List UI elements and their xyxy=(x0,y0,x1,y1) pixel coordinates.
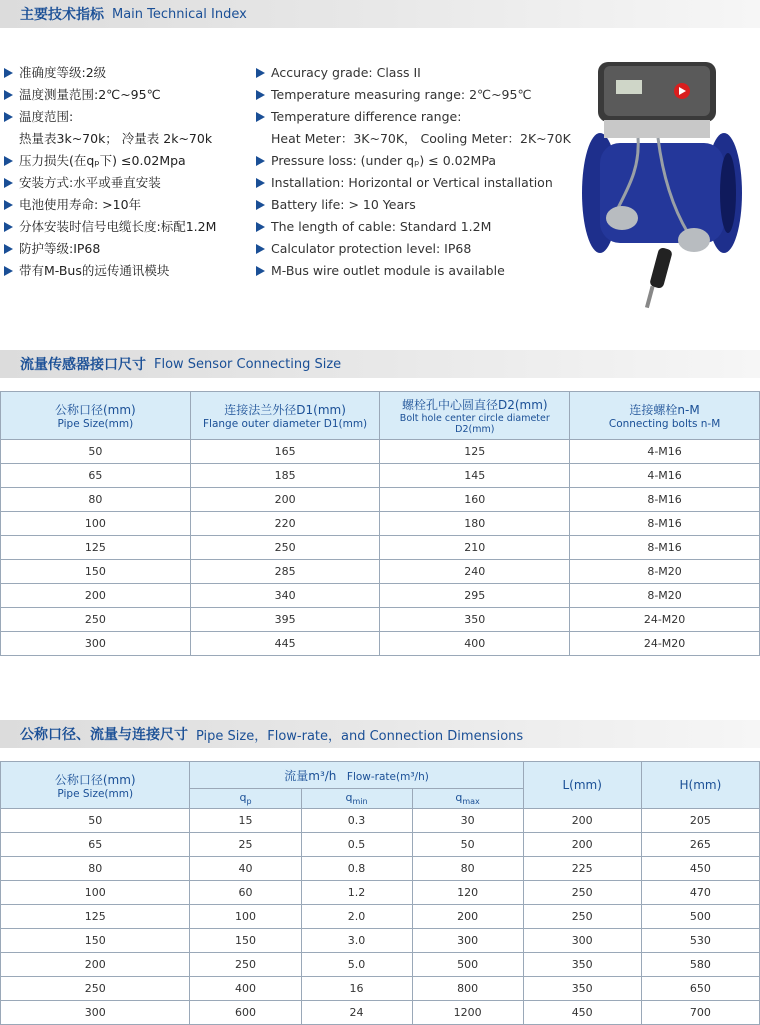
header-length: L(mm) xyxy=(523,762,641,809)
section-title-en: Main Technical Index xyxy=(112,6,247,22)
section-title-en: Flow Sensor Connecting Size xyxy=(154,356,342,372)
table-row xyxy=(1,833,760,857)
spec-text: Heat Meter：3K~70K， Cooling Meter：2K~70K xyxy=(271,131,571,146)
temperature-sensor-2 xyxy=(678,228,710,252)
bullet-arrow-icon xyxy=(256,112,265,122)
table-cell: 580 xyxy=(641,953,759,977)
table-cell: 200 xyxy=(1,584,191,608)
table-cell: 8-M16 xyxy=(570,512,760,536)
table-cell: 350 xyxy=(523,953,641,977)
table-cell: 225 xyxy=(523,857,641,881)
table-cell: 165 xyxy=(190,440,380,464)
bullet-arrow-icon xyxy=(256,134,265,144)
sensor-probe xyxy=(649,247,673,289)
table-cell: 24-M20 xyxy=(570,632,760,656)
table-cell: 450 xyxy=(523,1001,641,1025)
spec-text: 热量表3k~70k； 冷量表 2k~70k xyxy=(19,131,213,146)
heat-meter-image xyxy=(578,58,748,312)
spec-text: 压力损失(在qₚ下) ≤0.02Mpa xyxy=(19,153,186,168)
temperature-sensor-1 xyxy=(606,206,638,230)
spec-item xyxy=(256,62,571,84)
table-cell: 150 xyxy=(190,929,301,953)
bullet-arrow-icon xyxy=(4,178,13,188)
table-cell: 0.3 xyxy=(301,809,412,833)
table-cell: 600 xyxy=(190,1001,301,1025)
spec-item xyxy=(4,106,216,128)
bullet-arrow-icon xyxy=(4,200,13,210)
spec-text: 防护等级:IP68 xyxy=(19,241,101,256)
spec-item xyxy=(4,194,216,216)
section-title-zh: 公称口径、流量与连接尺寸 xyxy=(20,727,188,743)
table-cell: 1200 xyxy=(412,1001,523,1025)
table-cell: 800 xyxy=(412,977,523,1001)
flow-rate-table xyxy=(0,761,760,1025)
bullet-arrow-icon xyxy=(256,68,265,78)
table-cell: 8-M20 xyxy=(570,560,760,584)
table-cell: 125 xyxy=(1,536,191,560)
table-cell: 300 xyxy=(1,632,191,656)
spec-item xyxy=(256,194,571,216)
spec-item xyxy=(4,238,216,260)
spec-text: Pressure loss: (under qₚ) ≤ 0.02MPa xyxy=(271,153,496,168)
calculator-base xyxy=(604,120,710,138)
bullet-arrow-icon xyxy=(4,244,13,254)
spec-text: 温度测量范围:2℃~95℃ xyxy=(19,87,161,102)
table-cell: 350 xyxy=(523,977,641,1001)
table-cell: 120 xyxy=(412,881,523,905)
table-row xyxy=(1,440,760,464)
table-row xyxy=(1,881,760,905)
bullet-arrow-icon xyxy=(256,200,265,210)
table-cell: 445 xyxy=(190,632,380,656)
table-cell: 65 xyxy=(1,833,190,857)
table-cell: 24 xyxy=(301,1001,412,1025)
header-qmin: $q_{min}$ xyxy=(301,789,412,809)
table-cell: 250 xyxy=(190,953,301,977)
table-row xyxy=(1,584,760,608)
table-cell: 400 xyxy=(190,977,301,1001)
spec-text: 分体安装时信号电缆长度:标配1.2M xyxy=(19,219,217,234)
spec-item xyxy=(256,84,571,106)
bullet-arrow-icon xyxy=(256,266,265,276)
table-cell: 0.8 xyxy=(301,857,412,881)
spec-item xyxy=(4,150,216,172)
table-cell: 3.0 xyxy=(301,929,412,953)
table-cell: 80 xyxy=(1,488,191,512)
table-cell: 30 xyxy=(412,809,523,833)
spec-item xyxy=(4,216,216,238)
table-cell: 250 xyxy=(1,608,191,632)
header-pipe-size: 公称口径(mm) Pipe Size(mm) xyxy=(1,762,190,809)
table-cell: 200 xyxy=(190,488,380,512)
table-cell: 300 xyxy=(412,929,523,953)
table-cell: 250 xyxy=(1,977,190,1001)
header-flow-rate: 流量m³/h Flow-rate(m³/h) xyxy=(190,762,523,789)
table-cell: 8-M16 xyxy=(570,488,760,512)
flow-sensor-table xyxy=(0,391,760,656)
bullet-arrow-icon xyxy=(256,90,265,100)
table-cell: 65 xyxy=(1,464,191,488)
spec-item xyxy=(4,62,216,84)
bullet-arrow-icon xyxy=(4,90,13,100)
table-cell: 125 xyxy=(1,905,190,929)
spec-item xyxy=(256,150,571,172)
table-row xyxy=(1,809,760,833)
table-row xyxy=(1,905,760,929)
table-cell: 200 xyxy=(523,809,641,833)
section-title-main-technical-index xyxy=(0,0,760,28)
table-row xyxy=(1,488,760,512)
table-cell: 210 xyxy=(380,536,570,560)
header-height: H(mm) xyxy=(641,762,759,809)
table-cell: 400 xyxy=(380,632,570,656)
spec-item xyxy=(4,260,216,282)
table-cell: 40 xyxy=(190,857,301,881)
table-cell: 530 xyxy=(641,929,759,953)
table-cell: 125 xyxy=(380,440,570,464)
spec-item xyxy=(256,172,571,194)
spec-item xyxy=(4,84,216,106)
table-cell: 205 xyxy=(641,809,759,833)
table-cell: 150 xyxy=(1,929,190,953)
spec-text: Installation: Horizontal or Vertical installation xyxy=(271,175,553,190)
table-cell: 500 xyxy=(641,905,759,929)
table-cell: 100 xyxy=(1,512,191,536)
bullet-arrow-icon xyxy=(4,134,13,144)
spec-text: Calculator protection level: IP68 xyxy=(271,241,472,256)
table-row xyxy=(1,857,760,881)
table-cell: 16 xyxy=(301,977,412,1001)
table-cell: 200 xyxy=(1,953,190,977)
spec-text: 带有M-Bus的远传通讯模块 xyxy=(19,263,170,278)
table-cell: 15 xyxy=(190,809,301,833)
table-cell: 180 xyxy=(380,512,570,536)
table-cell: 8-M20 xyxy=(570,584,760,608)
table-cell: 0.5 xyxy=(301,833,412,857)
spec-item xyxy=(4,128,216,150)
table-cell: 24-M20 xyxy=(570,608,760,632)
section-title-en: Pipe Size，Flow-rate，and Connection Dimensions xyxy=(196,728,524,744)
header-qmax: $q_{max}$ xyxy=(412,789,523,809)
section-title-zh: 主要技术指标 xyxy=(20,7,104,23)
table-cell: 300 xyxy=(523,929,641,953)
bullet-arrow-icon xyxy=(256,244,265,254)
table-cell: 650 xyxy=(641,977,759,1001)
table-cell: 500 xyxy=(412,953,523,977)
spec-text: Temperature difference range: xyxy=(271,109,462,124)
table-cell: 350 xyxy=(380,608,570,632)
bullet-arrow-icon xyxy=(4,266,13,276)
spec-text: 温度范围: xyxy=(19,109,74,124)
table-cell: 295 xyxy=(380,584,570,608)
table-row xyxy=(1,632,760,656)
header-connecting-bolts: 连接螺栓n-M Connecting bolts n-M xyxy=(570,392,760,440)
table-cell: 160 xyxy=(380,488,570,512)
spec-text: The length of cable: Standard 1.2M xyxy=(271,219,492,234)
table-cell: 250 xyxy=(523,905,641,929)
bullet-arrow-icon xyxy=(4,68,13,78)
bullet-arrow-icon xyxy=(256,178,265,188)
table-cell: 200 xyxy=(523,833,641,857)
bullet-arrow-icon xyxy=(256,222,265,232)
table-cell: 145 xyxy=(380,464,570,488)
table-row xyxy=(1,512,760,536)
table-cell: 100 xyxy=(1,881,190,905)
table-row xyxy=(1,536,760,560)
table-cell: 200 xyxy=(412,905,523,929)
table-cell: 185 xyxy=(190,464,380,488)
header-bolt-hole-diameter: 螺栓孔中心圆直径D2(mm) Bolt hole center circle diameter D2(mm) xyxy=(380,392,570,440)
section-title-pipe-size-flow-rate xyxy=(0,720,760,748)
bullet-arrow-icon xyxy=(4,222,13,232)
spec-text: Accuracy grade: Class II xyxy=(271,65,421,80)
section-title-flow-sensor-connecting-size xyxy=(0,350,760,378)
table-row xyxy=(1,464,760,488)
table-row xyxy=(1,560,760,584)
table-cell: 100 xyxy=(190,905,301,929)
table-cell: 80 xyxy=(412,857,523,881)
table-cell: 220 xyxy=(190,512,380,536)
table-cell: 2.0 xyxy=(301,905,412,929)
table-row xyxy=(1,1001,760,1025)
header-flange-diameter: 连接法兰外径D1(mm) Flange outer diameter D1(mm) xyxy=(190,392,380,440)
table-cell: 240 xyxy=(380,560,570,584)
spec-item xyxy=(256,260,571,282)
table-cell: 250 xyxy=(190,536,380,560)
header-qp: $q_p$ xyxy=(190,789,301,809)
table-cell: 300 xyxy=(1,1001,190,1025)
spec-text: 安装方式:水平或垂直安装 xyxy=(19,175,161,190)
table-row xyxy=(1,929,760,953)
table-cell: 150 xyxy=(1,560,191,584)
table-row xyxy=(1,608,760,632)
table-cell: 470 xyxy=(641,881,759,905)
spec-item xyxy=(256,238,571,260)
table-cell: 340 xyxy=(190,584,380,608)
spec-text: 准确度等级:2级 xyxy=(19,65,107,80)
spec-text: Temperature measuring range: 2℃~95℃ xyxy=(271,87,532,102)
table-cell: 4-M16 xyxy=(570,464,760,488)
spec-text: Battery life: > 10 Years xyxy=(271,197,416,212)
spec-list-chinese xyxy=(4,62,216,282)
table-cell: 265 xyxy=(641,833,759,857)
spec-text: 电池使用寿命: >10年 xyxy=(19,197,142,212)
table-cell: 1.2 xyxy=(301,881,412,905)
table-cell: 80 xyxy=(1,857,190,881)
spec-text: M-Bus wire outlet module is available xyxy=(271,263,505,278)
section-title-zh: 流量传感器接口尺寸 xyxy=(20,357,146,373)
table-cell: 700 xyxy=(641,1001,759,1025)
spec-item xyxy=(4,172,216,194)
bullet-arrow-icon xyxy=(4,156,13,166)
table-cell: 450 xyxy=(641,857,759,881)
table-cell: 250 xyxy=(523,881,641,905)
table-row xyxy=(1,953,760,977)
table-cell: 8-M16 xyxy=(570,536,760,560)
spec-item xyxy=(256,106,571,128)
table-cell: 25 xyxy=(190,833,301,857)
table-cell: 60 xyxy=(190,881,301,905)
table-cell: 4-M16 xyxy=(570,440,760,464)
table-cell: 5.0 xyxy=(301,953,412,977)
bullet-arrow-icon xyxy=(4,112,13,122)
header-pipe-size: 公称口径(mm) Pipe Size(mm) xyxy=(1,392,191,440)
spec-item xyxy=(256,128,571,150)
table-cell: 50 xyxy=(1,440,191,464)
table-row xyxy=(1,977,760,1001)
spec-list-english xyxy=(256,62,571,282)
lcd-display xyxy=(616,80,642,94)
table-cell: 395 xyxy=(190,608,380,632)
spec-item xyxy=(256,216,571,238)
table-cell: 50 xyxy=(412,833,523,857)
bullet-arrow-icon xyxy=(256,156,265,166)
table-cell: 285 xyxy=(190,560,380,584)
table-cell: 50 xyxy=(1,809,190,833)
